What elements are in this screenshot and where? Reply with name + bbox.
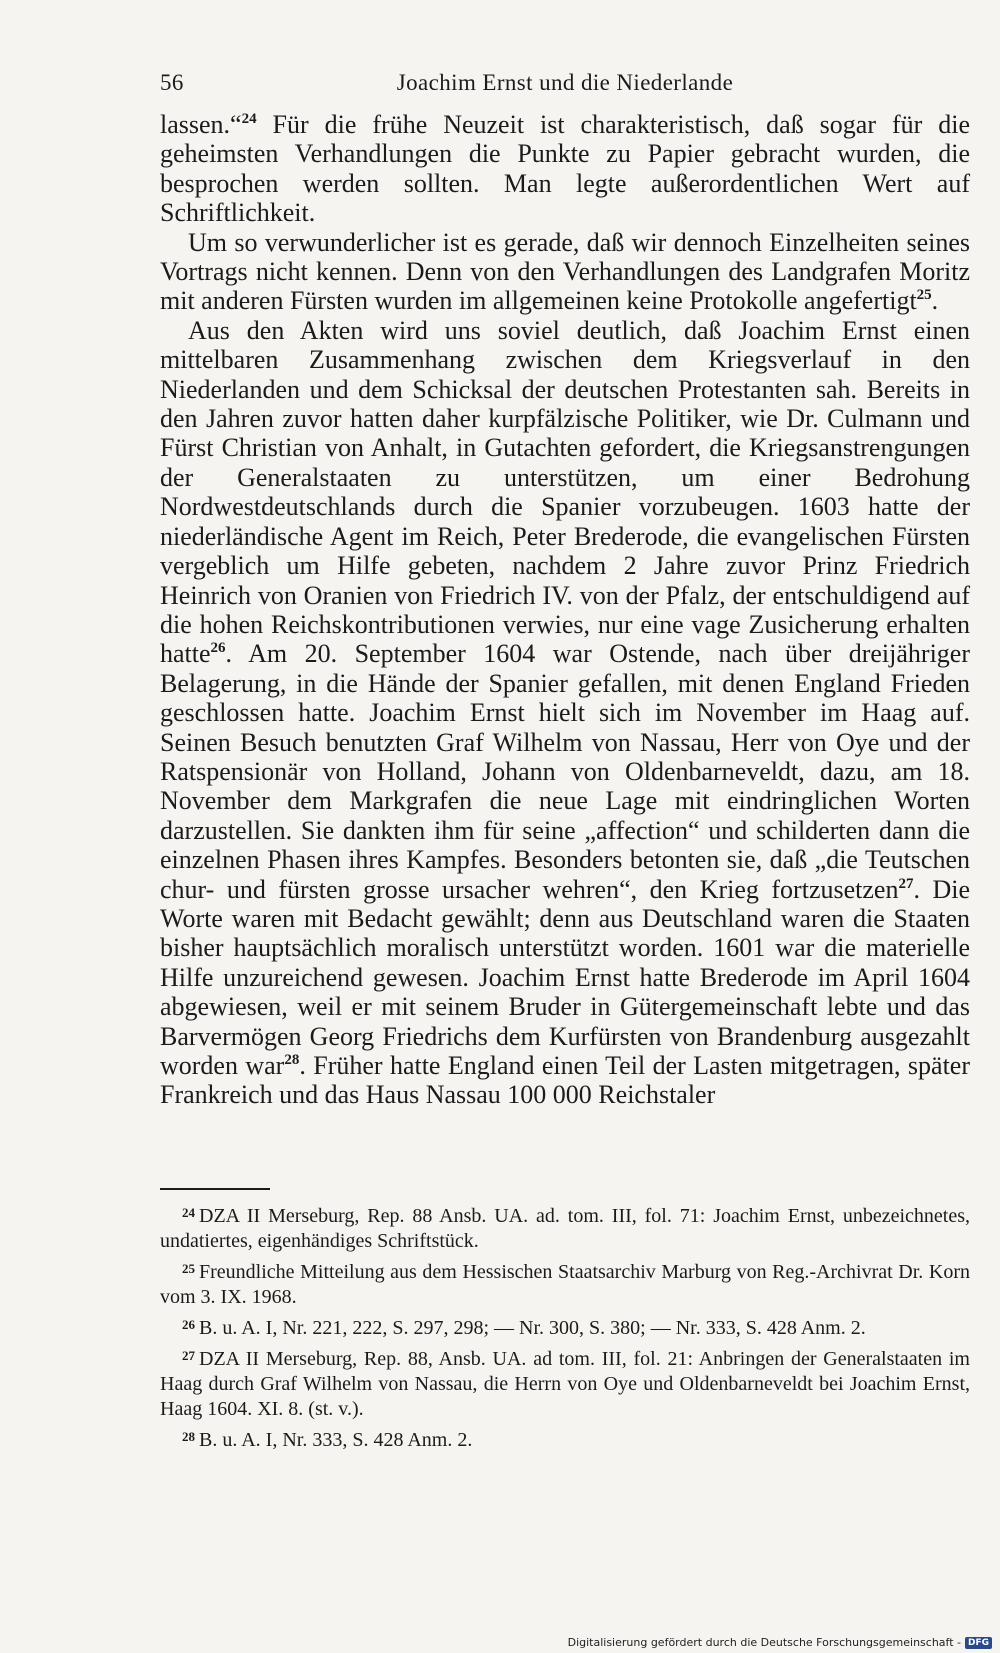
footnotes (160, 1200, 970, 1455)
paragraph-2 (160, 228, 970, 316)
footnote-number: 24 (182, 1205, 195, 1220)
paragraph-3 (160, 316, 970, 1110)
footnote-divider (160, 1188, 270, 1190)
footnote-ref-26: 26 (210, 640, 226, 657)
paragraph-3-text-a: Aus den Akten wird uns soviel deutlich, daß Joachim Ernst einen mittelbaren Zusammenhang zwischen dem Kriegsverlauf in den Niederlanden und dem Schicksal der deutschen Protestanten sah. Bereits in den Jahren zuvor hatten daher kurpfälzische Politiker, wie Dr. Culmann und Fürst Christian von Anhalt, in Gutachten gefordert, die Kriegsanstrengungen der Generalstaaten zu unterstützen, um einer Bedrohung Nordwestdeutschlands durch die Spanier vorzubeugen. 1603 hatte der niederländische Agent im Reich, Peter Brederode, die evangelischen Fürsten vergeblich um Hilfe gebeten, nachdem 2 Jahre zuvor Prinz Friedrich Heinrich von Oranien von Friedrich IV. von der Pfalz, der entschuldigend auf die hohen Reichskontributionen verwies, nur eine vage Zusicherung erhalten hatte (160, 315, 970, 669)
footnote-24 (160, 1200, 970, 1254)
page-number: 56 (160, 70, 184, 95)
digitization-footer (568, 1636, 992, 1649)
paragraph-1-text-b: Für die frühe Neuzeit ist charakteristisch, daß sogar für die geheimsten Verhandlungen die Punkte zu Papier gebracht wurden, die besprochen werden sollten. Man legte außerordentlichen Wert auf Schriftlichkeit. (160, 110, 970, 228)
footnote-ref-24: 24 (241, 111, 257, 127)
running-title: Joachim Ernst und die Niederlande (396, 70, 734, 95)
footnote-number: 26 (182, 1317, 195, 1332)
footnote-ref-28: 28 (284, 1052, 300, 1068)
footnote-number: 25 (182, 1261, 195, 1276)
page-header (160, 70, 970, 100)
paragraph-1-text-a: lassen.“ (160, 110, 242, 139)
footnote-25 (160, 1256, 970, 1310)
footnote-28 (160, 1424, 970, 1453)
paragraph-3-text-c: . Die Worte waren mit Bedacht gewählt; denn aus Deutschland waren die Staaten bisher hauptsächlich moralisch unterstützt worden. 1601 war die materielle Hilfe unzureichend gewesen. Joachim Ernst hatte Brederode im April 1604 abgewiesen, weil er mit seinem Bruder in Gütergemeinschaft lebte und das Barvermögen Georg Friedrichs dem Kurfürsten von Brandenburg ausgezahlt worden war (160, 874, 971, 1080)
footnote-text: B. u. A. I, Nr. 221, 222, S. 297, 298; — Nr. 300, S. 380; — Nr. 333, S. 428 Anm. 2. (199, 1317, 866, 1339)
footnote-ref-27: 27 (898, 875, 914, 892)
dfg-logo: DFG (965, 1637, 992, 1649)
footnote-number: 28 (182, 1429, 195, 1444)
paragraph-1 (160, 110, 970, 228)
paragraph-2-text-a: Um so verwunderlicher ist es gerade, daß wir dennoch Einzelheiten seines Vortrags nicht kennen. Denn von den Verhandlungen des Landgrafen Moritz mit anderen Fürsten wurden im allgemeinen keine Protokolle angefertigt (160, 227, 970, 316)
footnote-text: DZA II Merseburg, Rep. 88 Ansb. UA. ad. tom. III, fol. 71: Joachim Ernst, unbezeichnetes, undatiertes, eigenhändiges Schriftstück. (160, 1205, 970, 1252)
footnote-ref-25: 25 (916, 287, 932, 304)
footnote-number: 27 (182, 1348, 195, 1363)
paragraph-3-text-b: . Am 20. September 1604 war Ostende, nach über dreijähriger Belagerung, in die Hände der Spanier gefallen, mit denen England Frieden geschlossen hatte. Joachim Ernst hielt sich im November im Haag auf. Seinen Besuch benutzten Graf Wilhelm von Nassau, Herr von Oye und der Ratspensionär von Holland, Johann von Oldenbarneveldt, dazu, am 18. November dem Markgrafen die neue Lage mit eindringlichen Worten darzustellen. Sie dankten ihm für seine „affection“ und schilderten dann die einzelnen Phasen ihres Kampfes. Besonders betonten sie, daß „die Teutschen chur- und fürsten grosse ursacher wehren“, den Krieg fortzusetzen (160, 639, 970, 904)
footnote-text: Freundliche Mitteilung aus dem Hessischen Staatsarchiv Marburg von Reg.-Archivrat Dr. Korn vom 3. IX. 1968. (160, 1261, 970, 1308)
main-text (160, 110, 970, 1110)
paragraph-3-text-d: . Früher hatte England einen Teil der Lasten mitgetragen, später Frankreich und das Haus Nassau 100 000 Reichstaler (160, 1051, 970, 1110)
paragraph-2-text-b: . (931, 286, 939, 316)
footnote-27 (160, 1343, 970, 1422)
footnote-text: B. u. A. I, Nr. 333, S. 428 Anm. 2. (199, 1429, 473, 1451)
footnote-26 (160, 1312, 970, 1341)
digitization-note: Digitalisierung gefördert durch die Deutsche Forschungsgemeinschaft - (567, 1636, 961, 1649)
footnote-text: DZA II Merseburg, Rep. 88, Ansb. UA. ad tom. III, fol. 21: Anbringen der Generalstaaten im Haag durch Graf Wilhelm von Nassau, die Herrn von Oye und Oldenbarneveldt bei Joachim Ernst, Haag 1604. XI. 8. (st. v.). (160, 1348, 970, 1420)
